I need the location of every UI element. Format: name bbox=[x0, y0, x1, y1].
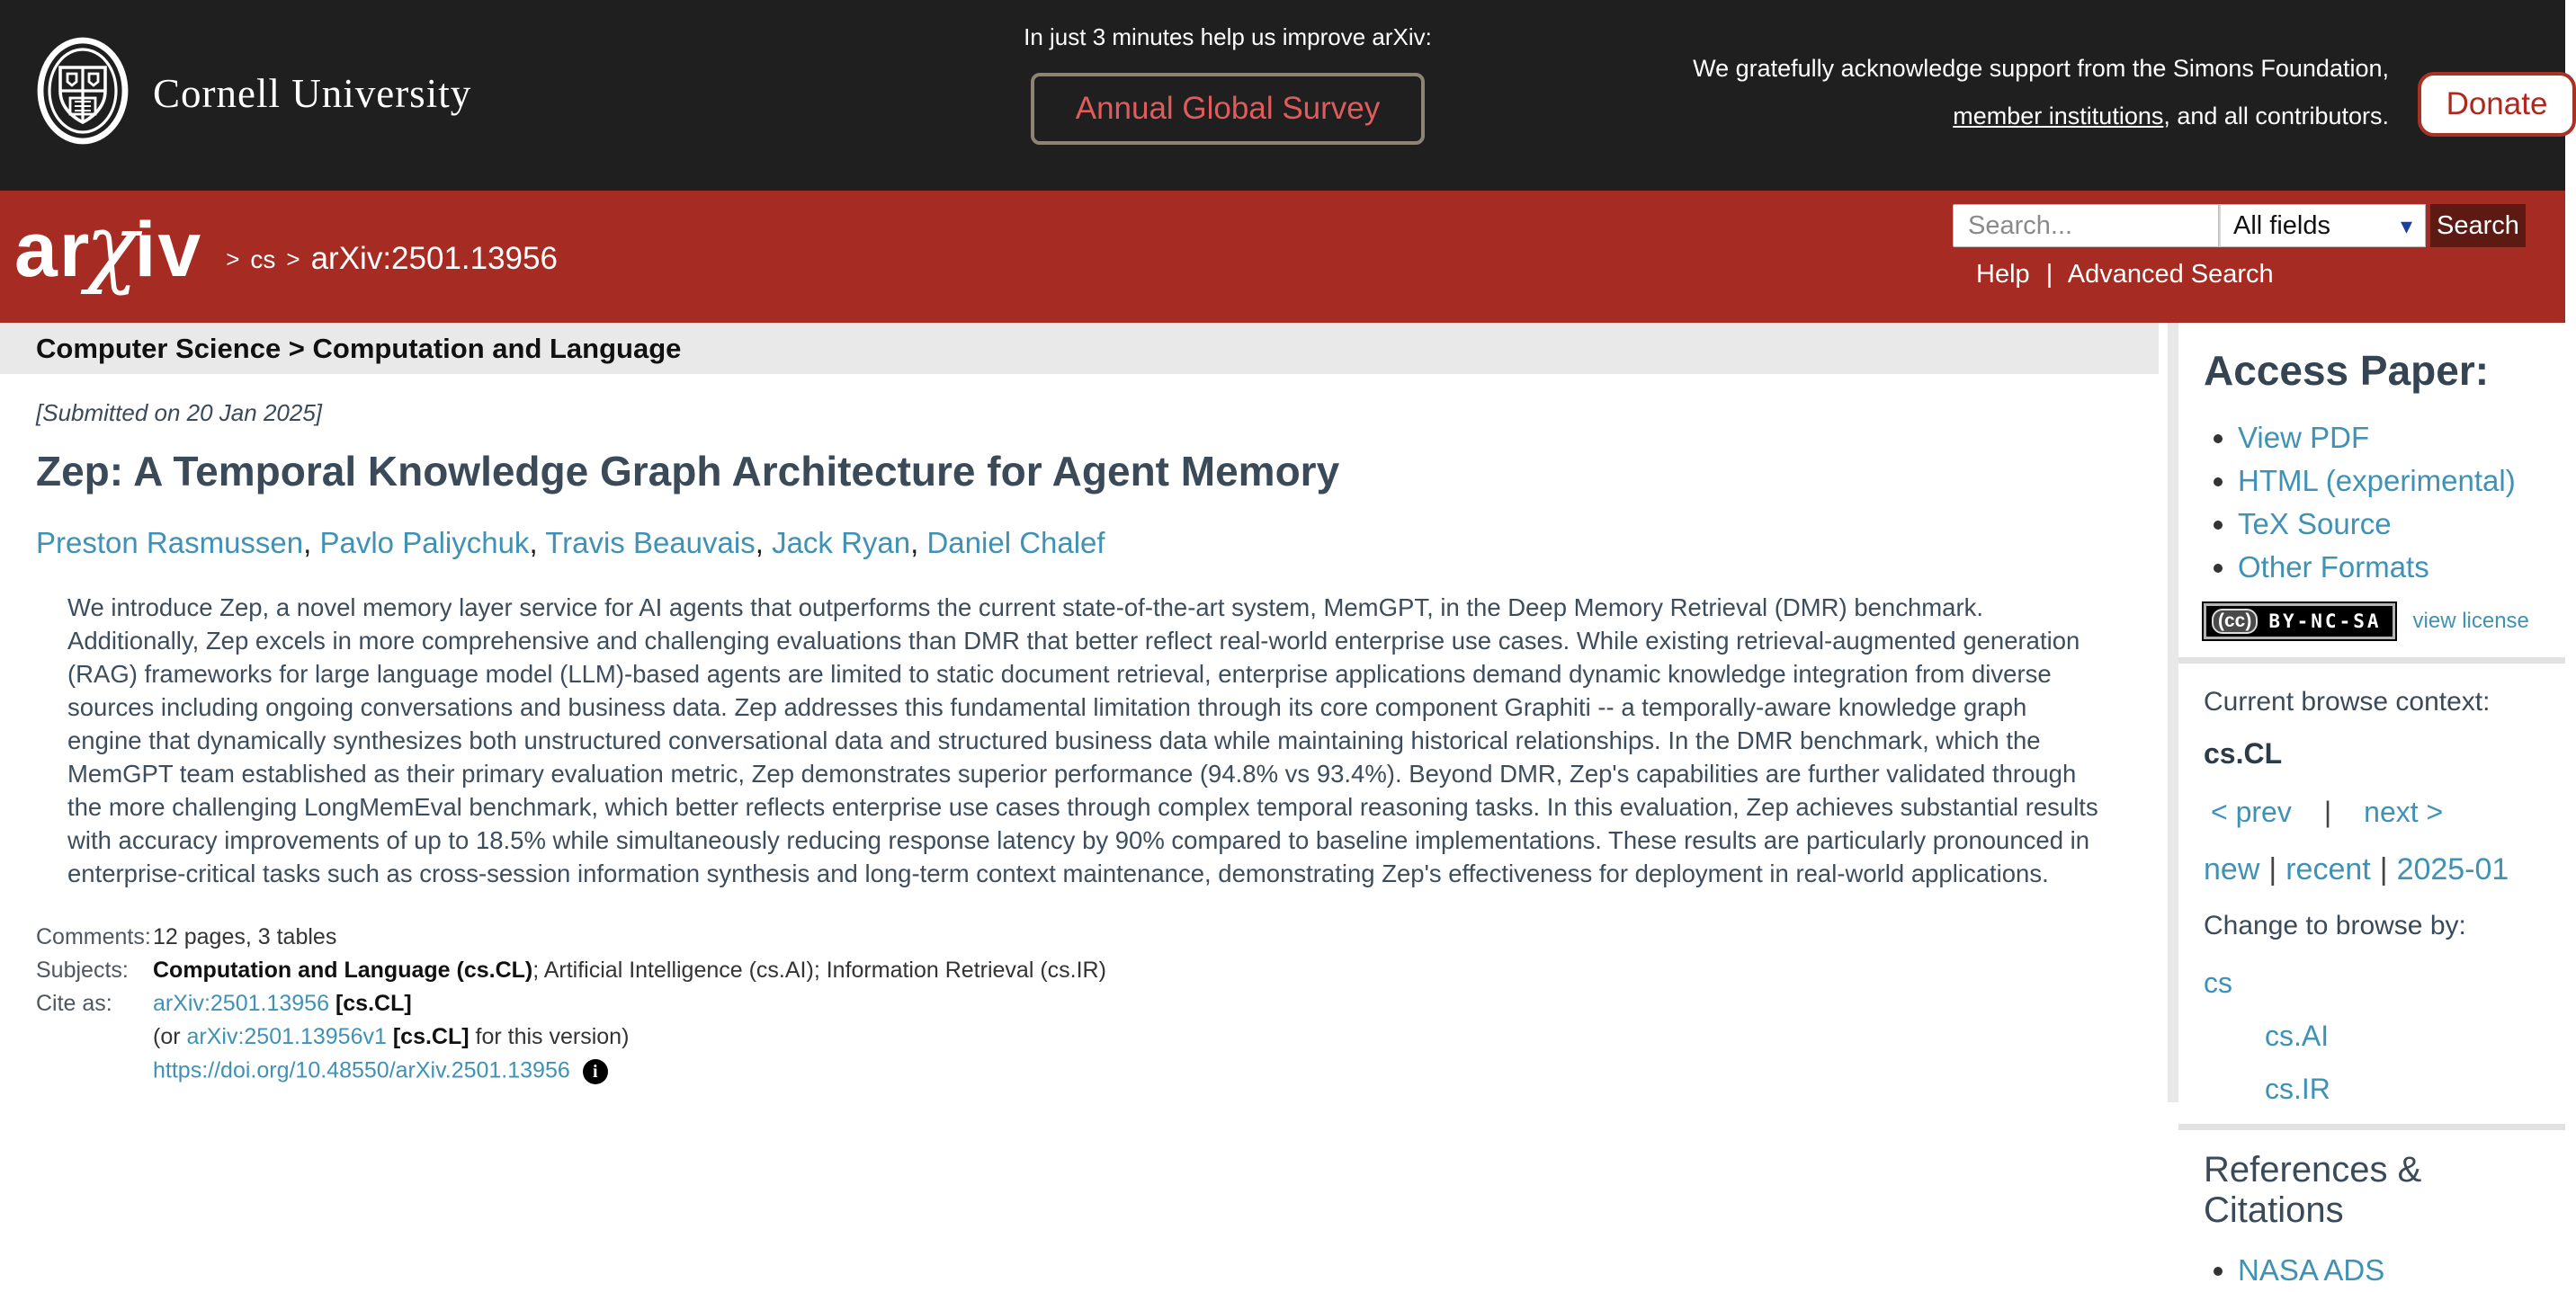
cite-class: [cs.CL] bbox=[335, 991, 412, 1016]
browse-cs-ir-link[interactable]: cs.IR bbox=[2265, 1073, 2330, 1105]
arxiv-logo-chi: χ bbox=[85, 196, 140, 297]
survey-block bbox=[994, 23, 1462, 145]
pipe-separator: | bbox=[2379, 852, 2388, 887]
primary-subject: Computation and Language (cs.CL) bbox=[153, 958, 533, 983]
survey-prompt: In just 3 minutes help us improve arXiv: bbox=[1024, 23, 1432, 50]
help-link[interactable]: Help bbox=[1976, 260, 2030, 289]
arxiv-logo[interactable]: arχiv bbox=[14, 196, 203, 297]
view-pdf-link[interactable]: View PDF bbox=[2238, 421, 2370, 454]
author-link[interactable]: Preston Rasmussen bbox=[36, 526, 304, 559]
access-paper-title: Access Paper: bbox=[2204, 347, 2490, 394]
cite-as-row bbox=[36, 993, 2159, 1014]
change-browse-label: Change to browse by: bbox=[2204, 911, 2466, 940]
top-banner bbox=[0, 0, 2565, 191]
advanced-search-link[interactable]: Advanced Search bbox=[2067, 260, 2274, 289]
next-link[interactable]: next > bbox=[2364, 796, 2444, 828]
other-formats-link[interactable]: Other Formats bbox=[2238, 550, 2429, 584]
cc-license-code: BY-NC-SA bbox=[2268, 610, 2382, 632]
metadata-table bbox=[36, 926, 2159, 1084]
comments-value: 12 pages, 3 tables bbox=[153, 924, 337, 949]
list-item bbox=[2238, 1249, 2565, 1292]
submitted-date: [Submitted on 20 Jan 2025] bbox=[36, 399, 323, 426]
prev-next-nav bbox=[2211, 796, 2565, 829]
annual-global-survey-button[interactable]: Annual Global Survey bbox=[1031, 73, 1426, 145]
list-item bbox=[2238, 459, 2565, 503]
donate-button[interactable]: Donate bbox=[2418, 72, 2576, 137]
list-item bbox=[2238, 416, 2565, 459]
help-separator: | bbox=[2045, 260, 2053, 289]
comments-label: Comments: bbox=[36, 924, 151, 949]
version-row bbox=[36, 1026, 2159, 1047]
author-separator: , bbox=[303, 526, 320, 559]
abstract-text: We introduce Zep, a novel memory layer service for AI agents that outperforms the current state-of-the-art system, MemGPT, in the Deep Memory Retrieval (DMR) benchmark. Additionally, Zep excels in more comprehensive and challenging evaluations than DMR that better reflect real-world enterprise use cases. While existing retrieval-augmented generation (RAG) frameworks for large language model (LLM)-based agents are limited to static document retrieval, enterprise applications demand dynamic knowledge integration from diverse sources including ongoing conversations and business data. Zep addresses this fundamental limitation through its core component Graphiti -- a temporally-aware knowledge graph engine that dynamically synthesizes both unstructured conversational data and structured business data while maintaining historical relationships. In the DMR benchmark, which the MemGPT team established as their primary evaluation metric, Zep demonstrates superior performance (94.8% vs 93.4%). Beyond DMR, Zep's capabilities are further validated through the more challenging LongMemEval benchmark, which better reflects enterprise use cases through complex temporal reasoning tasks. In this evaluation, Zep achieves substantial results with accuracy improvements of up to 18.5% while simultaneously reducing response latency by 90% compared to baseline implementations. These results are particularly pronounced in enterprise-critical tasks such as cross-session information synthesis and long-term context maintenance, demonstrating Zep's effectiveness for deployment in real-world applications. bbox=[67, 593, 2098, 887]
new-link[interactable]: new bbox=[2204, 852, 2260, 887]
prev-link[interactable]: < prev bbox=[2211, 796, 2292, 828]
nasa-ads-link[interactable]: NASA ADS bbox=[2238, 1253, 2385, 1287]
author-link[interactable]: Daniel Chalef bbox=[926, 526, 1105, 559]
doi-value bbox=[153, 1059, 608, 1084]
month-link[interactable]: 2025-01 bbox=[2396, 852, 2509, 887]
breadcrumb-cs-link[interactable]: cs bbox=[250, 245, 276, 273]
author-separator: , bbox=[910, 526, 927, 559]
search-field-select[interactable] bbox=[2219, 204, 2426, 247]
ack-line1: We gratefully acknowledge support from the Simons Foundation, bbox=[1693, 55, 2389, 82]
acknowledgement-text bbox=[1693, 45, 2389, 140]
view-license-link[interactable]: view license bbox=[2412, 609, 2529, 633]
page-title: Zep: A Temporal Knowledge Graph Architecture for Agent Memory bbox=[36, 448, 1340, 495]
browse-context-value: cs.CL bbox=[2204, 737, 2283, 770]
arxiv-id-link[interactable]: arXiv:2501.13956 bbox=[153, 991, 329, 1016]
version-class: [cs.CL] bbox=[392, 1024, 470, 1049]
license-row bbox=[2204, 603, 2565, 639]
cite-as-value bbox=[153, 993, 412, 1014]
cornell-logo[interactable] bbox=[36, 38, 471, 148]
author-separator: , bbox=[755, 526, 773, 559]
arxiv-header bbox=[0, 191, 2565, 323]
pipe-separator: | bbox=[2323, 796, 2332, 828]
author-link[interactable]: Pavlo Paliychuk bbox=[319, 526, 530, 559]
breadcrumb-separator: > bbox=[286, 245, 300, 272]
subjects-row bbox=[36, 959, 2159, 981]
access-links-list bbox=[2238, 416, 2565, 589]
list-item bbox=[2238, 546, 2565, 589]
comments-row bbox=[36, 926, 2159, 948]
doi-row bbox=[36, 1059, 2159, 1084]
search-field-selected: All fields bbox=[2233, 210, 2330, 240]
chevron-down-icon: ▾ bbox=[2400, 211, 2412, 239]
ack-line2-rest: , and all contributors. bbox=[2163, 102, 2389, 129]
browse-cs-ai-link[interactable]: cs.AI bbox=[2265, 1020, 2330, 1052]
author-link[interactable]: Jack Ryan bbox=[772, 526, 911, 559]
references-links-list bbox=[2238, 1249, 2565, 1292]
browse-cs-link[interactable]: cs bbox=[2204, 967, 2232, 999]
member-institutions-link[interactable]: member institutions bbox=[1953, 102, 2164, 129]
sidebar-divider bbox=[2178, 657, 2565, 664]
sidebar bbox=[2168, 323, 2565, 1287]
browse-context-label: Current browse context: bbox=[2204, 687, 2491, 717]
cornell-seal-icon bbox=[36, 38, 130, 148]
search-button[interactable]: Search bbox=[2430, 204, 2526, 247]
breadcrumb bbox=[215, 241, 558, 290]
search-input[interactable] bbox=[1953, 204, 2219, 247]
paper-main bbox=[0, 374, 2159, 1096]
search-area bbox=[1953, 204, 2526, 290]
author-link[interactable]: Travis Beauvais bbox=[545, 526, 756, 559]
references-citations-title: References & Citations bbox=[2204, 1150, 2422, 1230]
info-icon[interactable]: i bbox=[583, 1059, 608, 1084]
cc-icon: (cc) bbox=[2212, 609, 2258, 634]
arxiv-version-link[interactable]: arXiv:2501.13956v1 bbox=[186, 1024, 387, 1049]
listing-nav bbox=[2204, 852, 2565, 887]
version-value: (or arXiv:2501.13956v1 [cs.CL] for this version) bbox=[153, 1024, 630, 1049]
breadcrumb-separator: > bbox=[226, 245, 240, 272]
sidebar-divider bbox=[2178, 1124, 2565, 1130]
cite-as-label: Cite as: bbox=[36, 991, 112, 1016]
recent-link[interactable]: recent bbox=[2285, 852, 2371, 887]
doi-link[interactable]: https://doi.org/10.48550/arXiv.2501.13956 bbox=[153, 1057, 570, 1083]
subject-breadcrumb-bar: Computer Science > Computation and Language bbox=[0, 323, 2159, 374]
tex-source-link[interactable]: TeX Source bbox=[2238, 507, 2392, 540]
breadcrumb-paper-id[interactable]: arXiv:2501.13956 bbox=[310, 241, 558, 276]
subjects-value bbox=[153, 959, 1106, 981]
pipe-separator: | bbox=[2268, 852, 2277, 887]
authors-line bbox=[36, 526, 2159, 560]
author-separator: , bbox=[529, 526, 546, 559]
html-experimental-link[interactable]: HTML (experimental) bbox=[2238, 464, 2516, 497]
cornell-logo-text: Cornell University bbox=[153, 70, 472, 116]
subjects-label: Subjects: bbox=[36, 958, 129, 983]
list-item bbox=[2238, 503, 2565, 546]
secondary-subjects: ; Artificial Intelligence (cs.AI); Information Retrieval (cs.IR) bbox=[532, 958, 1106, 983]
cc-license-badge-icon[interactable] bbox=[2204, 603, 2395, 639]
